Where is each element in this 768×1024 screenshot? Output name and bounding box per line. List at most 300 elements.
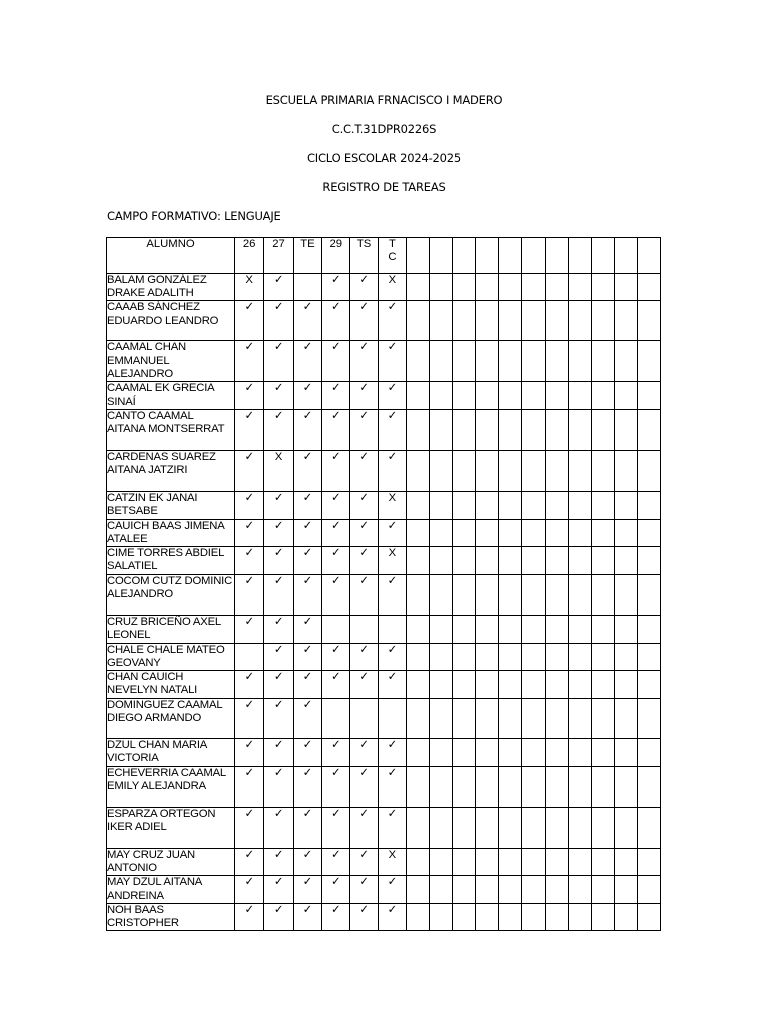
empty-cell — [453, 643, 476, 670]
empty-cell — [637, 491, 660, 519]
empty-cell — [637, 519, 660, 546]
empty-mark — [235, 643, 264, 670]
empty-cell — [591, 671, 614, 699]
empty-cell — [430, 903, 453, 930]
empty-cell — [568, 341, 591, 382]
empty-cell — [430, 519, 453, 546]
empty-cell — [568, 616, 591, 643]
empty-cell — [499, 382, 522, 409]
campo-formativo: CAMPO FORMATIVO: LENGUAJE — [107, 209, 281, 223]
empty-cell — [637, 849, 660, 876]
empty-cell — [430, 699, 453, 739]
check-mark: ✓ — [264, 876, 293, 903]
empty-cell — [591, 699, 614, 739]
check-mark: ✓ — [235, 699, 264, 739]
empty-cell — [568, 450, 591, 491]
empty-cell — [430, 382, 453, 409]
check-mark: ✓ — [350, 301, 378, 341]
empty-cell — [476, 274, 499, 301]
check-mark: ✓ — [235, 616, 264, 643]
check-mark: ✓ — [293, 849, 321, 876]
empty-cell — [476, 699, 499, 739]
empty-cell — [614, 519, 637, 546]
empty-cell — [637, 643, 660, 670]
cross-mark: X — [378, 547, 406, 575]
empty-mark — [350, 616, 378, 643]
empty-cell — [545, 274, 568, 301]
empty-cell — [545, 876, 568, 903]
empty-cell — [476, 671, 499, 699]
check-mark: ✓ — [293, 491, 321, 519]
check-mark: ✓ — [293, 547, 321, 575]
check-mark: ✓ — [322, 739, 350, 767]
empty-cell — [476, 301, 499, 341]
check-mark: ✓ — [293, 643, 321, 670]
empty-cell — [637, 699, 660, 739]
empty-column-header — [568, 238, 591, 274]
empty-cell — [430, 274, 453, 301]
empty-column-header — [545, 238, 568, 274]
check-mark: ✓ — [293, 699, 321, 739]
check-mark: ✓ — [350, 519, 378, 546]
table-row — [107, 643, 661, 670]
check-mark: ✓ — [235, 671, 264, 699]
table-row — [107, 767, 661, 808]
empty-cell — [476, 491, 499, 519]
check-mark: ✓ — [264, 808, 293, 849]
student-name: CAAAB SÁNCHEZ EDUARDO LEANDRO — [107, 301, 235, 341]
cross-mark: X — [264, 450, 293, 491]
empty-cell — [522, 849, 545, 876]
empty-cell — [453, 767, 476, 808]
empty-cell — [568, 274, 591, 301]
empty-cell — [407, 616, 430, 643]
check-mark: ✓ — [235, 301, 264, 341]
check-mark: ✓ — [322, 671, 350, 699]
empty-cell — [637, 301, 660, 341]
empty-cell — [614, 643, 637, 670]
empty-cell — [614, 903, 637, 930]
empty-cell — [499, 301, 522, 341]
empty-cell — [614, 671, 637, 699]
check-mark: ✓ — [293, 450, 321, 491]
check-mark: ✓ — [264, 519, 293, 546]
empty-cell — [430, 808, 453, 849]
empty-cell — [430, 739, 453, 767]
empty-cell — [568, 643, 591, 670]
check-mark: ✓ — [322, 643, 350, 670]
student-name: CAAMAL EK GRECIA SINAÍ — [107, 382, 235, 409]
empty-cell — [499, 876, 522, 903]
empty-mark — [378, 616, 406, 643]
check-mark: ✓ — [350, 341, 378, 382]
empty-cell — [614, 491, 637, 519]
empty-cell — [614, 739, 637, 767]
empty-cell — [407, 808, 430, 849]
empty-cell — [591, 767, 614, 808]
empty-cell — [637, 876, 660, 903]
check-mark: ✓ — [322, 450, 350, 491]
check-mark: ✓ — [350, 739, 378, 767]
check-mark: ✓ — [264, 382, 293, 409]
check-mark: ✓ — [350, 450, 378, 491]
table-row — [107, 491, 661, 519]
school-name: ESCUELA PRIMARIA FRNACISCO I MADERO — [265, 93, 503, 107]
check-mark: ✓ — [293, 767, 321, 808]
check-mark: ✓ — [264, 671, 293, 699]
empty-cell — [499, 409, 522, 450]
table-row — [107, 409, 661, 450]
empty-cell — [476, 575, 499, 616]
check-mark: ✓ — [322, 767, 350, 808]
column-header: TE — [293, 238, 321, 274]
empty-column-header — [476, 238, 499, 274]
empty-cell — [522, 382, 545, 409]
empty-cell — [476, 519, 499, 546]
check-mark: ✓ — [350, 876, 378, 903]
empty-cell — [637, 341, 660, 382]
table-row — [107, 547, 661, 575]
empty-cell — [407, 382, 430, 409]
empty-mark — [322, 616, 350, 643]
table-header-row — [107, 238, 661, 274]
empty-cell — [453, 301, 476, 341]
check-mark: ✓ — [322, 491, 350, 519]
student-name: COCOM CUTZ DOMINIC ALEJANDRO — [107, 575, 235, 616]
empty-cell — [453, 903, 476, 930]
table-row — [107, 341, 661, 382]
student-name: CATZIN EK JANAI BETSABE — [107, 491, 235, 519]
check-mark: ✓ — [322, 409, 350, 450]
empty-cell — [522, 903, 545, 930]
check-mark: ✓ — [378, 450, 406, 491]
student-name: CARDENAS SUAREZ AITANA JATZIRI — [107, 450, 235, 491]
empty-cell — [522, 301, 545, 341]
check-mark: ✓ — [378, 575, 406, 616]
empty-cell — [453, 519, 476, 546]
empty-cell — [499, 699, 522, 739]
empty-cell — [591, 491, 614, 519]
empty-cell — [499, 547, 522, 575]
empty-mark — [378, 699, 406, 739]
check-mark: ✓ — [235, 767, 264, 808]
empty-cell — [568, 767, 591, 808]
empty-cell — [545, 547, 568, 575]
empty-cell — [591, 301, 614, 341]
empty-cell — [453, 849, 476, 876]
empty-cell — [614, 547, 637, 575]
empty-cell — [499, 575, 522, 616]
check-mark: ✓ — [322, 903, 350, 930]
check-mark: ✓ — [293, 409, 321, 450]
check-mark: ✓ — [264, 491, 293, 519]
empty-cell — [591, 876, 614, 903]
check-mark: ✓ — [378, 409, 406, 450]
check-mark: ✓ — [293, 739, 321, 767]
check-mark: ✓ — [350, 575, 378, 616]
empty-cell — [637, 616, 660, 643]
empty-cell — [430, 849, 453, 876]
empty-cell — [407, 671, 430, 699]
empty-cell — [614, 274, 637, 301]
check-mark: ✓ — [235, 409, 264, 450]
student-name: CHALE CHALE MATEO GEOVANY — [107, 643, 235, 670]
check-mark: ✓ — [293, 903, 321, 930]
empty-cell — [430, 547, 453, 575]
empty-cell — [545, 301, 568, 341]
empty-cell — [407, 849, 430, 876]
check-mark: ✓ — [264, 341, 293, 382]
empty-cell — [545, 519, 568, 546]
empty-cell — [614, 616, 637, 643]
empty-cell — [430, 409, 453, 450]
empty-cell — [591, 643, 614, 670]
check-mark: ✓ — [264, 699, 293, 739]
empty-cell — [614, 409, 637, 450]
empty-cell — [545, 849, 568, 876]
empty-cell — [545, 739, 568, 767]
check-mark: ✓ — [235, 575, 264, 616]
empty-cell — [637, 767, 660, 808]
homework-register-table — [106, 237, 661, 931]
check-mark: ✓ — [235, 903, 264, 930]
empty-cell — [453, 450, 476, 491]
check-mark: ✓ — [350, 671, 378, 699]
empty-cell — [545, 671, 568, 699]
empty-cell — [476, 767, 499, 808]
check-mark: ✓ — [264, 643, 293, 670]
empty-cell — [407, 341, 430, 382]
empty-cell — [545, 491, 568, 519]
check-mark: ✓ — [235, 739, 264, 767]
empty-cell — [453, 491, 476, 519]
student-name: ESPARZA ORTEGON IKER ADIEL — [107, 808, 235, 849]
empty-cell — [407, 547, 430, 575]
empty-cell — [614, 849, 637, 876]
table-row — [107, 699, 661, 739]
check-mark: ✓ — [235, 382, 264, 409]
empty-cell — [453, 739, 476, 767]
table-row — [107, 849, 661, 876]
check-mark: ✓ — [322, 575, 350, 616]
empty-cell — [430, 341, 453, 382]
empty-cell — [591, 382, 614, 409]
empty-cell — [430, 876, 453, 903]
empty-column-header — [430, 238, 453, 274]
check-mark: ✓ — [293, 876, 321, 903]
check-mark: ✓ — [293, 341, 321, 382]
empty-cell — [545, 450, 568, 491]
check-mark: ✓ — [350, 409, 378, 450]
empty-cell — [476, 643, 499, 670]
empty-cell — [568, 547, 591, 575]
empty-cell — [545, 575, 568, 616]
student-name: ECHEVERRIA CAAMAL EMILY ALEJANDRA — [107, 767, 235, 808]
empty-cell — [407, 903, 430, 930]
empty-cell — [407, 491, 430, 519]
empty-cell — [568, 903, 591, 930]
empty-cell — [407, 450, 430, 491]
student-name: CHAN CAUICH NEVELYN NATALI — [107, 671, 235, 699]
empty-cell — [637, 671, 660, 699]
column-header: 29 — [322, 238, 350, 274]
empty-mark — [322, 699, 350, 739]
check-mark: ✓ — [378, 301, 406, 341]
empty-cell — [568, 382, 591, 409]
student-name: CANTO CAAMAL AITANA MONTSERRAT — [107, 409, 235, 450]
empty-cell — [614, 301, 637, 341]
check-mark: ✓ — [322, 808, 350, 849]
empty-cell — [568, 849, 591, 876]
empty-cell — [522, 450, 545, 491]
empty-cell — [522, 341, 545, 382]
check-mark: ✓ — [322, 519, 350, 546]
empty-cell — [499, 643, 522, 670]
empty-cell — [453, 808, 476, 849]
check-mark: ✓ — [293, 671, 321, 699]
empty-cell — [614, 382, 637, 409]
empty-cell — [545, 699, 568, 739]
empty-cell — [453, 341, 476, 382]
check-mark: ✓ — [235, 876, 264, 903]
empty-column-header — [453, 238, 476, 274]
empty-cell — [430, 491, 453, 519]
empty-cell — [568, 876, 591, 903]
empty-cell — [568, 301, 591, 341]
student-name: CAUICH BAAS JIMENA ATALEE — [107, 519, 235, 546]
empty-cell — [499, 519, 522, 546]
empty-cell — [407, 301, 430, 341]
empty-cell — [591, 274, 614, 301]
empty-cell — [522, 274, 545, 301]
check-mark: ✓ — [322, 876, 350, 903]
check-mark: ✓ — [264, 903, 293, 930]
check-mark: ✓ — [235, 519, 264, 546]
empty-cell — [476, 849, 499, 876]
empty-cell — [407, 643, 430, 670]
empty-cell — [453, 876, 476, 903]
empty-cell — [499, 739, 522, 767]
empty-column-header — [522, 238, 545, 274]
empty-column-header — [591, 238, 614, 274]
check-mark: ✓ — [378, 767, 406, 808]
empty-cell — [476, 739, 499, 767]
empty-cell — [430, 616, 453, 643]
check-mark: ✓ — [264, 739, 293, 767]
empty-cell — [453, 575, 476, 616]
check-mark: ✓ — [378, 519, 406, 546]
empty-cell — [522, 767, 545, 808]
check-mark: ✓ — [235, 547, 264, 575]
empty-cell — [545, 903, 568, 930]
check-mark: ✓ — [235, 849, 264, 876]
empty-cell — [637, 274, 660, 301]
table-row — [107, 739, 661, 767]
empty-mark — [293, 274, 321, 301]
empty-cell — [430, 767, 453, 808]
empty-cell — [476, 450, 499, 491]
table-row — [107, 616, 661, 643]
empty-cell — [522, 699, 545, 739]
empty-column-header — [614, 238, 637, 274]
empty-cell — [637, 575, 660, 616]
table-row — [107, 519, 661, 546]
check-mark: ✓ — [378, 903, 406, 930]
check-mark: ✓ — [293, 301, 321, 341]
check-mark: ✓ — [322, 274, 350, 301]
student-name: MAY CRUZ JUAN ANTONIO — [107, 849, 235, 876]
empty-cell — [568, 671, 591, 699]
student-name: CAAMAL CHAN EMMANUEL ALEJANDRO — [107, 341, 235, 382]
empty-cell — [407, 575, 430, 616]
table-row — [107, 274, 661, 301]
empty-cell — [614, 808, 637, 849]
empty-cell — [407, 876, 430, 903]
empty-cell — [430, 575, 453, 616]
empty-cell — [591, 575, 614, 616]
empty-cell — [614, 341, 637, 382]
empty-cell — [499, 767, 522, 808]
empty-cell — [499, 491, 522, 519]
check-mark: ✓ — [264, 849, 293, 876]
empty-cell — [453, 547, 476, 575]
check-mark: ✓ — [350, 903, 378, 930]
empty-cell — [591, 547, 614, 575]
empty-cell — [545, 341, 568, 382]
empty-cell — [499, 903, 522, 930]
empty-cell — [522, 519, 545, 546]
empty-cell — [545, 616, 568, 643]
check-mark: ✓ — [378, 671, 406, 699]
empty-cell — [522, 876, 545, 903]
empty-column-header — [407, 238, 430, 274]
empty-cell — [591, 519, 614, 546]
empty-cell — [614, 575, 637, 616]
student-name: DZUL CHAN MARIA VICTORIA — [107, 739, 235, 767]
empty-cell — [430, 671, 453, 699]
student-name: NOH BAAS CRISTOPHER — [107, 903, 235, 930]
empty-cell — [407, 409, 430, 450]
table-row — [107, 808, 661, 849]
empty-cell — [637, 903, 660, 930]
empty-cell — [545, 808, 568, 849]
empty-cell — [637, 450, 660, 491]
table-row — [107, 903, 661, 930]
empty-cell — [499, 808, 522, 849]
empty-cell — [453, 671, 476, 699]
empty-cell — [499, 671, 522, 699]
check-mark: ✓ — [264, 575, 293, 616]
table-row — [107, 671, 661, 699]
column-header-alumno: ALUMNO — [107, 238, 235, 274]
check-mark: ✓ — [293, 519, 321, 546]
empty-cell — [545, 767, 568, 808]
student-name: DOMINGUEZ CAAMAL DIEGO ARMANDO — [107, 699, 235, 739]
check-mark: ✓ — [378, 341, 406, 382]
empty-cell — [522, 671, 545, 699]
empty-cell — [476, 547, 499, 575]
empty-cell — [614, 767, 637, 808]
empty-cell — [568, 575, 591, 616]
empty-cell — [591, 409, 614, 450]
check-mark: ✓ — [264, 301, 293, 341]
cross-mark: X — [235, 274, 264, 301]
check-mark: ✓ — [378, 876, 406, 903]
check-mark: ✓ — [322, 301, 350, 341]
empty-cell — [430, 643, 453, 670]
empty-cell — [453, 699, 476, 739]
check-mark: ✓ — [378, 808, 406, 849]
